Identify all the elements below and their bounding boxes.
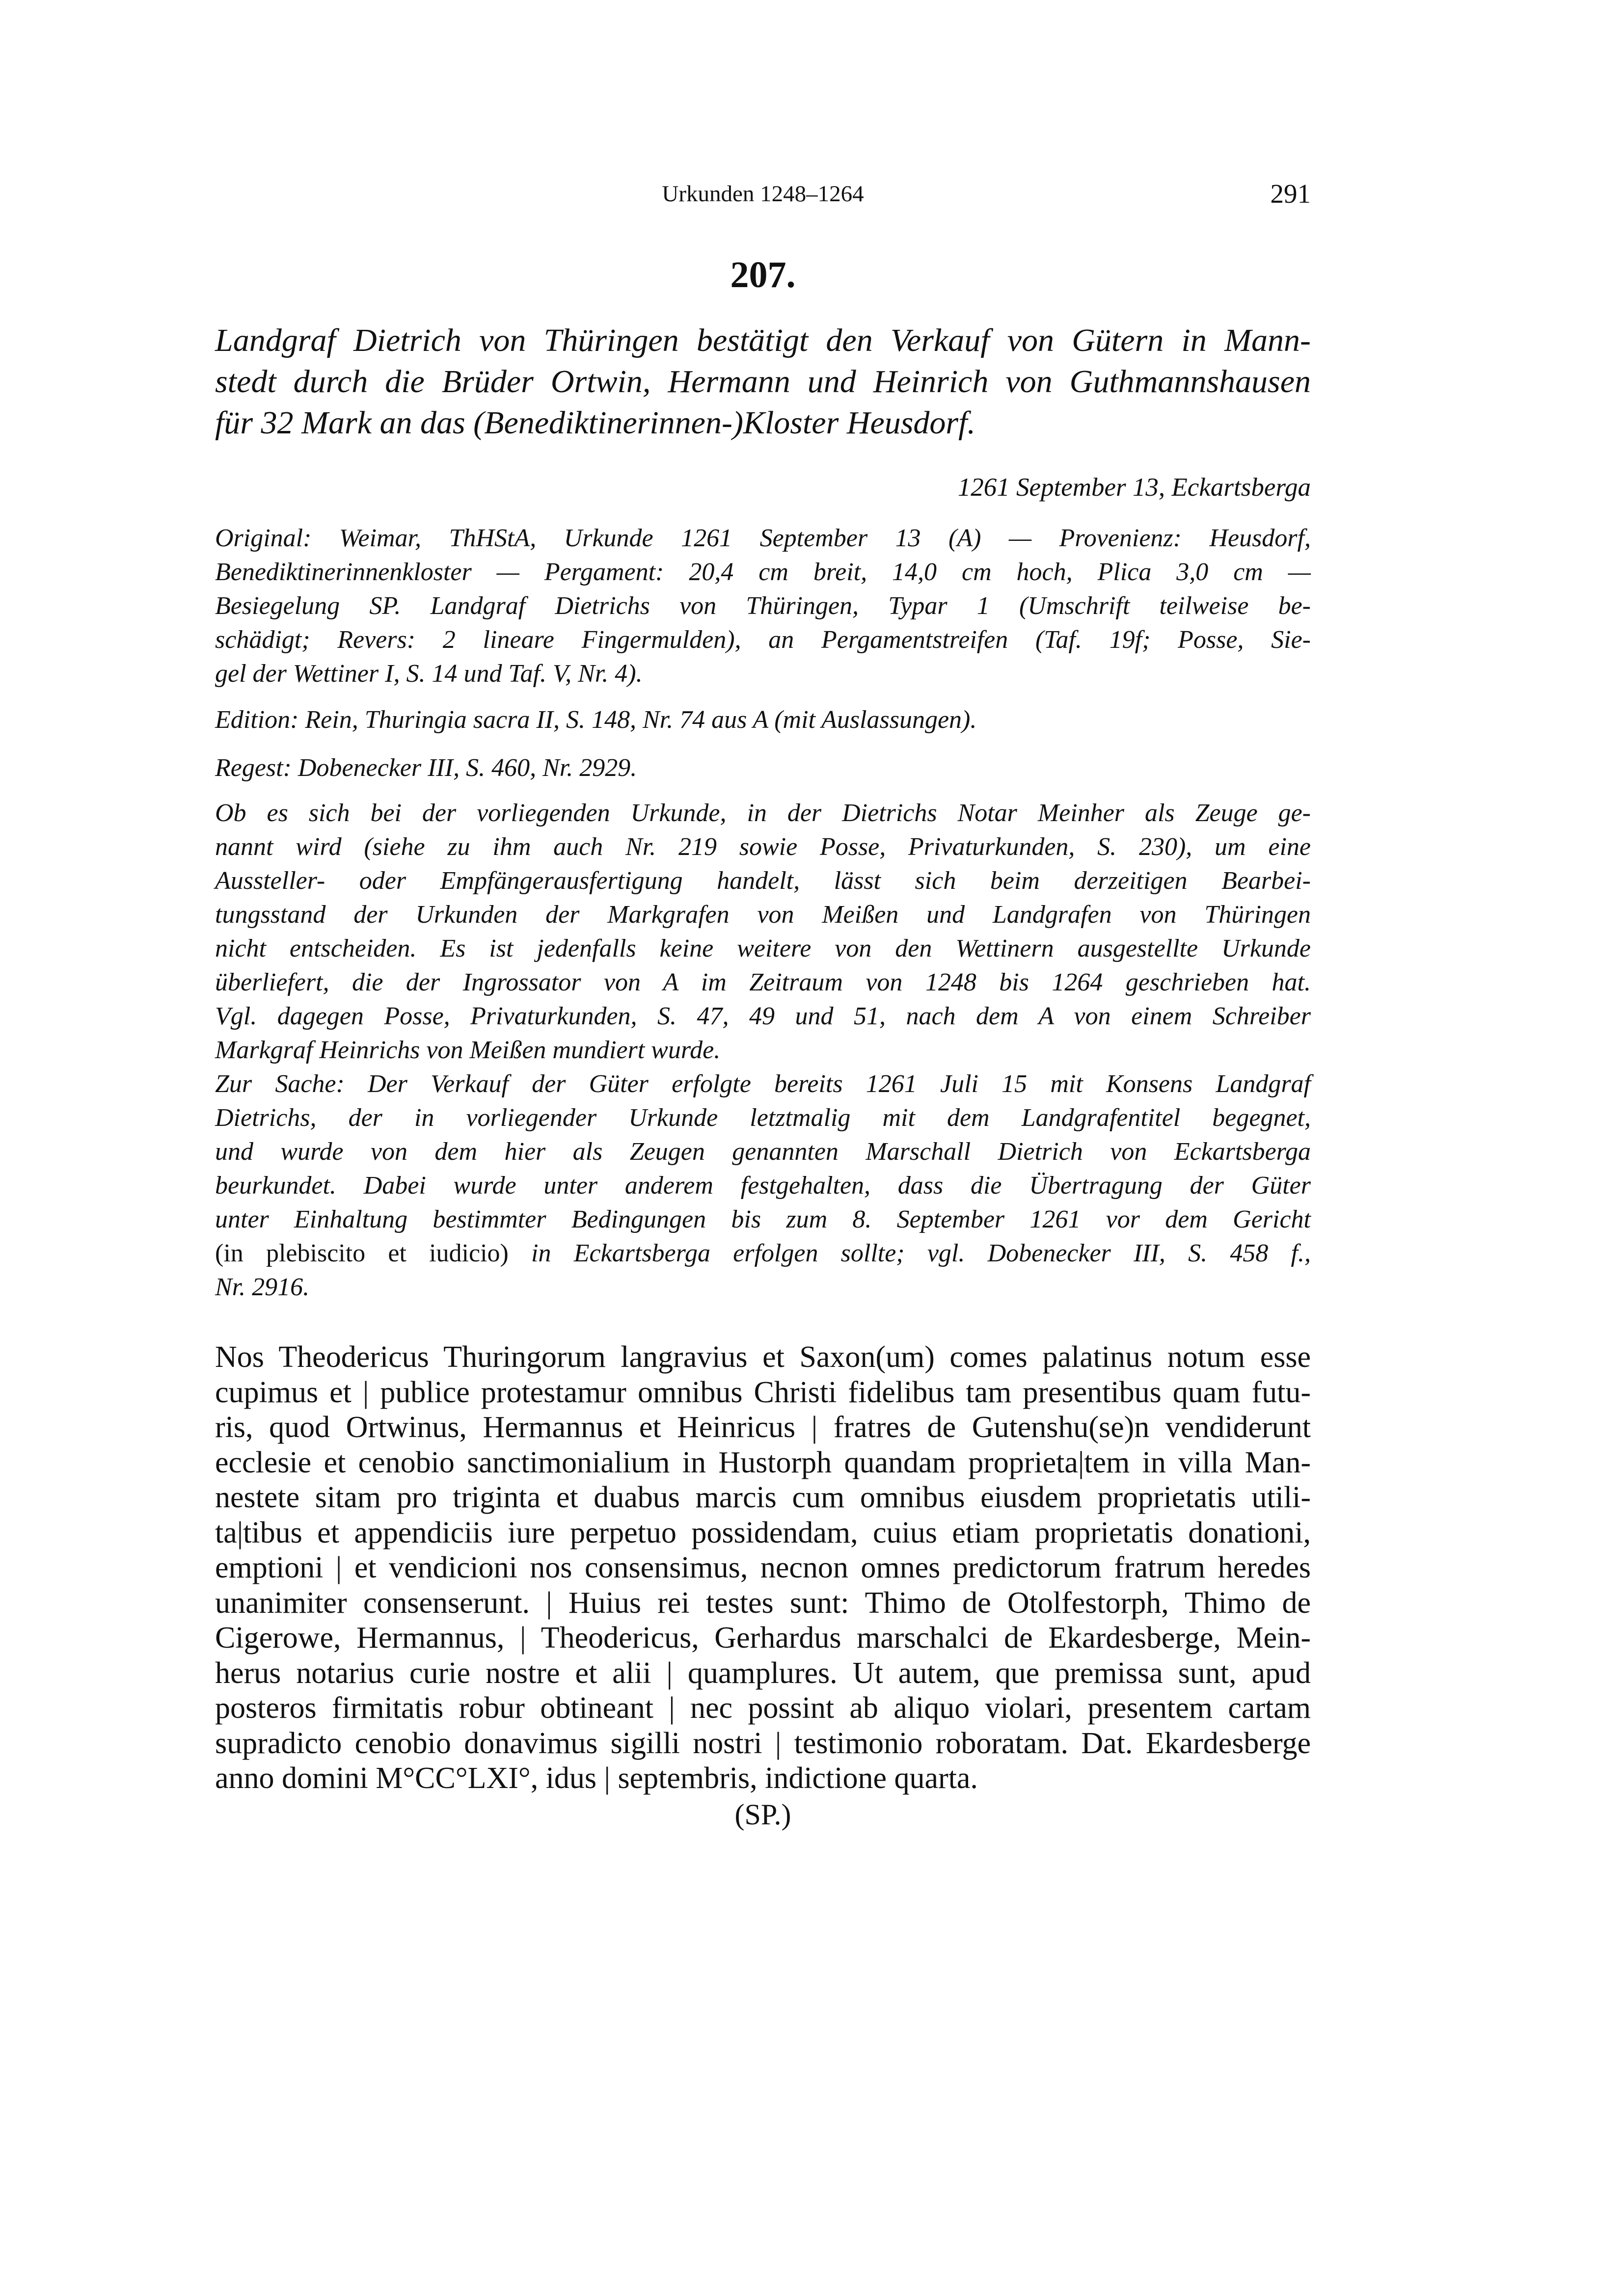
apparatus-line: Zur Sache: Der Verkauf der Güter erfolgte bereits 1261 Juli 15 mit Konsens Landgraf bbox=[215, 1070, 1311, 1098]
apparatus-line: nannt wird (siehe zu ihm auch Nr. 219 sowie Posse, Privaturkunden, S. 230), um eine bbox=[215, 833, 1311, 861]
apparatus-line: Ob es sich bei der vorliegenden Urkunde, in der Dietrichs Notar Meinher als Zeuge ge- bbox=[215, 799, 1311, 827]
apparatus-line: Aussteller- oder Empfängerausfertigung handelt, lässt sich beim derzeitigen Bearbei- bbox=[215, 867, 1311, 895]
charter-line: emptioni | et vendicioni nos consensimus, necnon omnes predictorum fratrum heredes bbox=[215, 1551, 1311, 1584]
heading-line: stedt durch die Brüder Ortwin, Hermann und Heinrich von Guthmannshausen bbox=[215, 364, 1311, 400]
apparatus-line: Vgl. dagegen Posse, Privaturkunden, S. 47, 49 und 51, nach dem A von einem Schreiber bbox=[215, 1002, 1311, 1030]
regest-heading bbox=[215, 320, 1311, 444]
apparatus-line: unter Einhaltung bestimmter Bedingungen bis zum 8. September 1261 vor dem Gericht bbox=[215, 1205, 1311, 1233]
charter-line: unanimiter consenserunt. | Huius rei testes sunt: Thimo de Otolfestorph, Thimo de bbox=[215, 1586, 1311, 1620]
apparatus-line-mixed bbox=[215, 1236, 1311, 1270]
apparatus-line: nicht entscheiden. Es ist jedenfalls keine weitere von den Wettinern ausgestellte Urkunde bbox=[215, 934, 1311, 962]
apparatus-line: Regest: Dobenecker III, S. 460, Nr. 2929. bbox=[215, 754, 637, 782]
charter-line: supradicto cenobio donavimus sigilli nostri | testimonio roboratam. Dat. Ekardesberge bbox=[215, 1726, 1311, 1760]
charter-line: ta|tibus et appendiciis iure perpetuo possidendam, cuius etiam proprietatis donationi, bbox=[215, 1516, 1311, 1549]
charter-text bbox=[215, 1340, 1311, 1796]
apparatus-line: tungsstand der Urkunden der Markgrafen von Meißen und Landgrafen von Thüringen bbox=[215, 901, 1311, 929]
apparatus-regest bbox=[215, 751, 1311, 785]
running-title: Urkunden 1248–1264 bbox=[662, 181, 864, 207]
apparatus-line: Markgraf Heinrichs von Meißen mundiert wurde. bbox=[215, 1036, 721, 1064]
apparatus-line: überliefert, die der Ingrossator von A im Zeitraum von 1248 bis 1264 geschrieben hat. bbox=[215, 968, 1311, 996]
charter-line: ecclesie et cenobio sanctimonialium in Hustorph quandam proprieta|tem in villa Man- bbox=[215, 1445, 1311, 1479]
charter-line: cupimus et | publice protestamur omnibus Christi fidelibus tam presentibus quam futu- bbox=[215, 1375, 1311, 1409]
heading-line: für 32 Mark an das (Benediktinerinnen-)Kloster Heusdorf. bbox=[215, 405, 975, 441]
apparatus-edition bbox=[215, 703, 1311, 737]
charter-line: herus notarius curie nostre et alii | quamplures. Ut autem, que premissa sunt, apud bbox=[215, 1656, 1311, 1690]
charter-line: nestete sitam pro triginta et duabus marcis cum omnibus eiusdem proprietatis utili- bbox=[215, 1481, 1311, 1514]
apparatus-line: beurkundet. Dabei wurde unter anderem festgehalten, dass die Übertragung der Güter bbox=[215, 1172, 1311, 1200]
apparatus-fragment: in Eckartsberga erfolgen sollte; vgl. Dobenecker III, S. 458 f., bbox=[508, 1239, 1311, 1267]
apparatus-line: Edition: Rein, Thuringia sacra II, S. 148, Nr. 74 aus A (mit Auslassungen). bbox=[215, 706, 977, 734]
apparatus-line: Dietrichs, der in vorliegender Urkunde letztmalig mit dem Landgrafentitel begegnet, bbox=[215, 1104, 1311, 1132]
running-head bbox=[215, 177, 1311, 211]
apparatus-line: gel der Wettiner I, S. 14 und Taf. V, Nr. 4). bbox=[215, 660, 643, 688]
heading-line: Landgraf Dietrich von Thüringen bestätigt den Verkauf von Gütern in Mann- bbox=[215, 322, 1311, 358]
charter-line: anno domini M°CC°LXI°, idus | septembris, indictione quarta. bbox=[215, 1762, 978, 1795]
charter-line: Cigerowe, Hermannus, | Theodericus, Gerhardus marschalci de Ekardesberge, Mein- bbox=[215, 1621, 1311, 1655]
charter-line: posteros firmitatis robur obtineant | nec possint ab aliquo violari, presentem cartam bbox=[215, 1691, 1311, 1725]
apparatus-line: Benediktinerinnenkloster — Pergament: 20,4 cm breit, 14,0 cm hoch, Plica 3,0 cm — bbox=[215, 558, 1311, 586]
apparatus-line: Besiegelung SP. Landgraf Dietrichs von Thüringen, Typar 1 (Umschrift teilweise be- bbox=[215, 592, 1311, 620]
apparatus-line: Original: Weimar, ThHStA, Urkunde 1261 September 13 (A) — Provenienz: Heusdorf, bbox=[215, 524, 1311, 552]
charter-line: Nos Theodericus Thuringorum langravius et Saxon(um) comes palatinus notum esse bbox=[215, 1340, 1311, 1374]
date-place: 1261 September 13, Eckartsberga bbox=[957, 473, 1311, 502]
apparatus-line: schädigt; Revers: 2 lineare Fingermulden), an Pergamentstreifen (Taf. 19f; Posse, Sie- bbox=[215, 626, 1311, 654]
charter-line: ris, quod Ortwinus, Hermannus et Heinricus | fratres de Gutenshu(se)n vendiderunt bbox=[215, 1411, 1311, 1444]
page-number: 291 bbox=[1270, 179, 1311, 209]
document-number: 207. bbox=[730, 254, 796, 295]
latin-quotation: (in plebiscito et iudicio) bbox=[215, 1239, 509, 1267]
apparatus-comment bbox=[215, 796, 1311, 1304]
apparatus-original bbox=[215, 521, 1311, 691]
apparatus-line: Nr. 2916. bbox=[215, 1273, 310, 1301]
seal-note: (SP.) bbox=[734, 1798, 791, 1831]
apparatus-line: und wurde von dem hier als Zeugen genannten Marschall Dietrich von Eckartsberga bbox=[215, 1138, 1311, 1166]
